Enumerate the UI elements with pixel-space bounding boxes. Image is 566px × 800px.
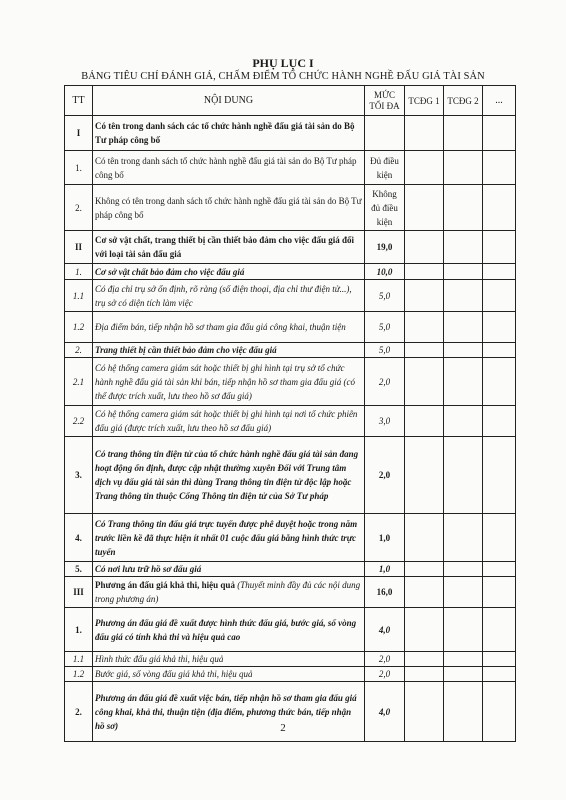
row-content	[93, 577, 365, 608]
row-max: 2,0	[365, 652, 405, 667]
table-row	[65, 151, 516, 185]
row-content: Cơ sở vật chất, trang thiết bị cần thiết bảo đảm cho việc đấu giá đối với loại tài sản đấu giá	[93, 231, 365, 264]
row-content: Có địa chỉ trụ sở ổn định, rõ ràng (số điện thoại, địa chỉ thư điện tử...), trụ sở có diện tích làm việc	[93, 280, 365, 312]
row-content: Địa điểm bán, tiếp nhận hồ sơ tham gia đấu giá công khai, thuận tiện	[93, 312, 365, 343]
row-max: 2,0	[365, 358, 405, 406]
score-cell	[405, 406, 444, 437]
score-cell	[405, 343, 444, 358]
table-header-row	[65, 86, 516, 116]
row-max: 3,0	[365, 406, 405, 437]
score-cell	[405, 264, 444, 280]
table-row	[65, 577, 516, 608]
score-cell	[444, 151, 483, 185]
table-row	[65, 231, 516, 264]
score-cell	[405, 608, 444, 652]
row-tt: 2.	[65, 185, 93, 231]
score-cell	[483, 608, 516, 652]
score-cell	[405, 667, 444, 682]
row-tt: 1.	[65, 151, 93, 185]
score-cell	[444, 116, 483, 151]
row-max: 2,0	[365, 437, 405, 514]
header-more: ...	[483, 86, 516, 116]
table-row	[65, 514, 516, 562]
table-row	[65, 562, 516, 577]
score-cell	[444, 608, 483, 652]
score-cell	[405, 437, 444, 514]
row-tt: 2.	[65, 682, 93, 742]
score-cell	[483, 514, 516, 562]
score-cell	[483, 231, 516, 264]
score-cell	[444, 264, 483, 280]
header-tcdg1: TCĐG 1	[405, 86, 444, 116]
row-max: Không đủ điều kiện	[365, 185, 405, 231]
score-cell	[444, 280, 483, 312]
header-max: MỨC TỐI ĐA	[365, 86, 405, 116]
score-cell	[444, 667, 483, 682]
header-content: NỘI DUNG	[93, 86, 365, 116]
row-tt: 1.	[65, 608, 93, 652]
row-tt: 2.	[65, 343, 93, 358]
score-cell	[405, 358, 444, 406]
row-max: 1,0	[365, 562, 405, 577]
table-row	[65, 358, 516, 406]
score-cell	[444, 437, 483, 514]
score-cell	[483, 358, 516, 406]
row-tt: 1.1	[65, 652, 93, 667]
score-cell	[405, 577, 444, 608]
table-row	[65, 437, 516, 514]
row-max: 10,0	[365, 264, 405, 280]
table-row	[65, 280, 516, 312]
row-tt: II	[65, 231, 93, 264]
score-cell	[444, 343, 483, 358]
row-tt: 5.	[65, 562, 93, 577]
score-cell	[483, 667, 516, 682]
row-tt: 2.2	[65, 406, 93, 437]
row-max: 5,0	[365, 343, 405, 358]
score-cell	[444, 652, 483, 667]
table-row	[65, 608, 516, 652]
row-tt: 4.	[65, 514, 93, 562]
row-content: Có nơi lưu trữ hồ sơ đấu giá	[93, 562, 365, 577]
row-content: Có Trang thông tin đấu giá trực tuyến được phê duyệt hoặc trong năm trước liền kề đã thực hiện ít nhất 01 cuộc đấu giá bằng hình thức trực tuyến	[93, 514, 365, 562]
row-content: Phương án đấu giá đề xuất việc bán, tiếp nhận hồ sơ tham gia đấu giá công khai, khả thi, thuận tiện (địa điểm, phương thức bán, tiếp nhận hồ sơ)	[93, 682, 365, 742]
score-cell	[405, 151, 444, 185]
score-cell	[483, 151, 516, 185]
row-tt: 3.	[65, 437, 93, 514]
row-max: 4,0	[365, 608, 405, 652]
score-cell	[444, 577, 483, 608]
score-cell	[405, 312, 444, 343]
row-content: Có hệ thống camera giám sát hoặc thiết bị ghi hình tại nơi tổ chức phiên đấu giá (được trích xuất, lưu theo hồ sơ đấu giá)	[93, 406, 365, 437]
row-tt: I	[65, 116, 93, 151]
header-tcdg2: TCĐG 2	[444, 86, 483, 116]
table-row	[65, 343, 516, 358]
score-cell	[444, 231, 483, 264]
row-content: Có trang thông tin điện tử của tổ chức hành nghề đấu giá tài sản đang hoạt động ổn định, được cập nhật thường xuyên Đối với Trung tâm dịch vụ đấu giá tài sản thì dùng Trang thông tin điện tử độc lập hoặc Trang thông tin thuộc Cổng Thông tin điện tử của Sở Tư pháp	[93, 437, 365, 514]
score-cell	[483, 312, 516, 343]
score-cell	[483, 652, 516, 667]
row-content: Trang thiết bị cần thiết bảo đảm cho việc đấu giá	[93, 343, 365, 358]
score-cell	[405, 231, 444, 264]
score-cell	[444, 185, 483, 231]
score-cell	[483, 264, 516, 280]
table-row	[65, 264, 516, 280]
row-tt: 1.	[65, 264, 93, 280]
row-max	[365, 116, 405, 151]
table-row	[65, 185, 516, 231]
table-row	[65, 406, 516, 437]
table-row	[65, 116, 516, 151]
score-cell	[444, 358, 483, 406]
row-tt: 1.2	[65, 667, 93, 682]
score-cell	[483, 577, 516, 608]
score-cell	[405, 562, 444, 577]
row-tt: 1.1	[65, 280, 93, 312]
score-cell	[444, 312, 483, 343]
row-max: 19,0	[365, 231, 405, 264]
row-max: 4,0	[365, 682, 405, 742]
row-tt: 2.1	[65, 358, 93, 406]
score-cell	[483, 562, 516, 577]
row-content: Bước giá, số vòng đấu giá khả thi, hiệu quả	[93, 667, 365, 682]
score-cell	[444, 562, 483, 577]
row-tt: 1.2	[65, 312, 93, 343]
score-cell	[483, 116, 516, 151]
header-tt: TT	[65, 86, 93, 116]
score-cell	[405, 514, 444, 562]
table-row	[65, 652, 516, 667]
row-content-main: Phương án đấu giá khả thi, hiệu quả	[95, 580, 235, 590]
row-content: Không có tên trong danh sách tổ chức hành nghề đấu giá tài sản do Bộ Tư pháp công bố	[93, 185, 365, 231]
row-max: 5,0	[365, 280, 405, 312]
score-cell	[483, 437, 516, 514]
table-row	[65, 667, 516, 682]
appendix-heading: PHỤ LỤC I	[252, 56, 314, 70]
row-content: Có tên trong danh sách các tổ chức hành nghề đấu giá tài sản do Bộ Tư pháp công bố	[93, 116, 365, 151]
page-number: 2	[280, 722, 286, 734]
score-cell	[483, 185, 516, 231]
row-content: Có hệ thống camera giám sát hoặc thiết bị ghi hình tại trụ sở tổ chức hành nghề đấu giá tài sản khi bán, tiếp nhận hồ sơ tham gia đấu giá (có thể được trích xuất, lưu theo hồ sơ đấu giá)	[93, 358, 365, 406]
score-cell	[405, 185, 444, 231]
row-content: Phương án đấu giá đề xuất được hình thức đấu giá, bước giá, số vòng đấu giá có tính khả thi và hiệu quả cao	[93, 608, 365, 652]
row-max: 1,0	[365, 514, 405, 562]
score-cell	[483, 343, 516, 358]
row-max: 2,0	[365, 667, 405, 682]
score-cell	[405, 116, 444, 151]
row-max: 16,0	[365, 577, 405, 608]
score-cell	[444, 514, 483, 562]
score-cell	[405, 652, 444, 667]
table-row	[65, 312, 516, 343]
score-cell	[444, 406, 483, 437]
score-cell	[405, 280, 444, 312]
document-title: BẢNG TIÊU CHÍ ĐÁNH GIÁ, CHẤM ĐIỂM TỔ CHỨC HÀNH NGHỀ ĐẤU GIÁ TÀI SẢN	[81, 71, 485, 82]
score-cell	[483, 406, 516, 437]
row-content: Hình thức đấu giá khả thi, hiệu quả	[93, 652, 365, 667]
score-cell	[483, 280, 516, 312]
row-max: Đủ điều kiện	[365, 151, 405, 185]
row-content-note: (Thuyết minh đầy đủ các nội dung trong phương án)	[95, 580, 361, 604]
row-content: Cơ sở vật chất bảo đảm cho việc đấu giá	[93, 264, 365, 280]
row-max: 5,0	[365, 312, 405, 343]
row-content: Có tên trong danh sách tổ chức hành nghề đấu giá tài sản do Bộ Tư pháp công bố	[93, 151, 365, 185]
criteria-table	[64, 85, 516, 742]
row-tt: III	[65, 577, 93, 608]
